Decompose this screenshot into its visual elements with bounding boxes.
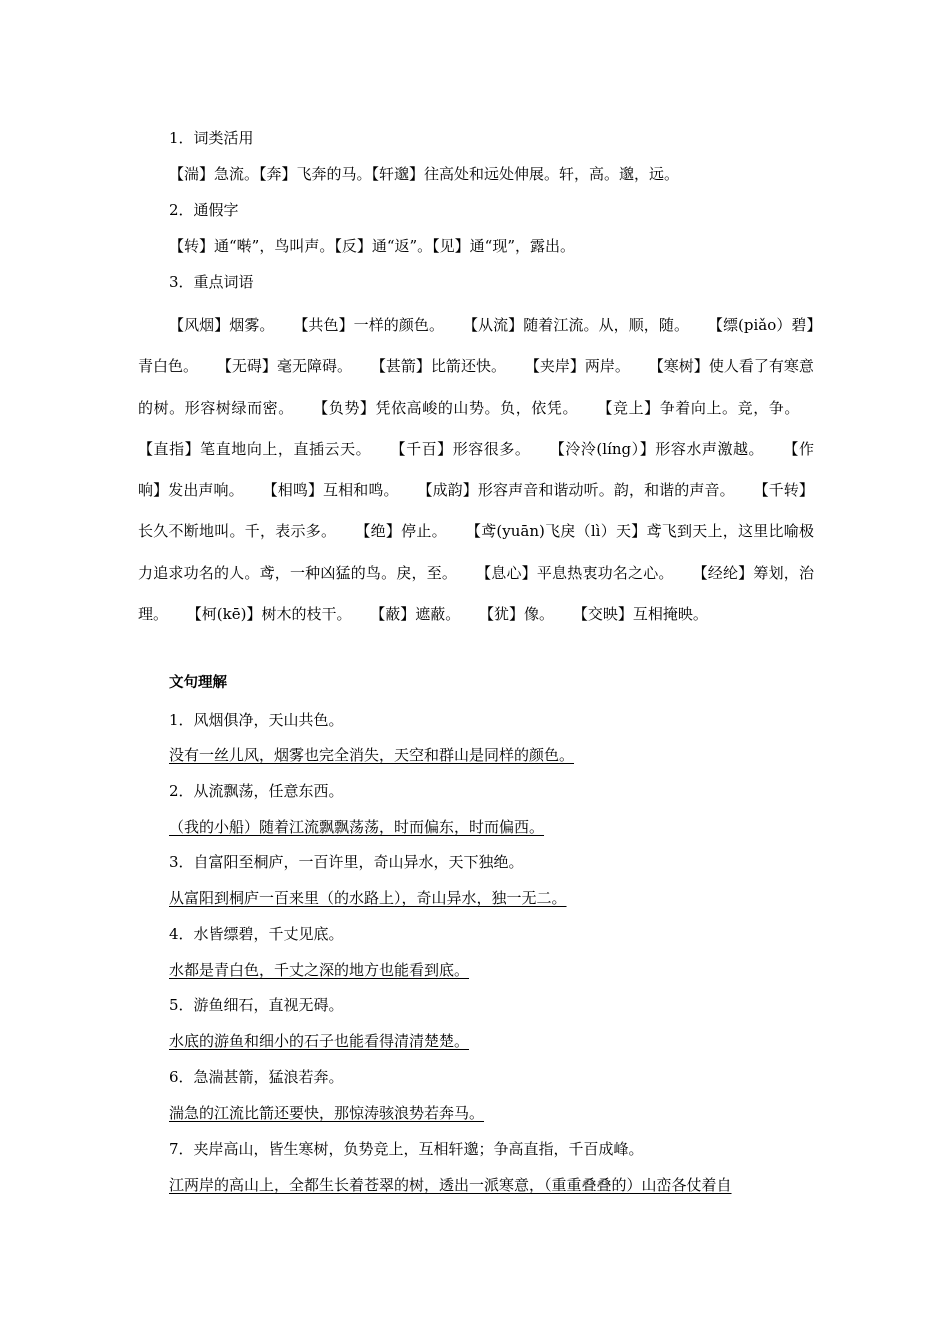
key-word-entry: 【从流】随着江流。从，顺，随。 <box>462 316 690 334</box>
key-word-entry: 【负势】凭依高峻的山势。负，依凭。 <box>313 398 579 417</box>
key-word-entry: 【甚箭】比箭还快。 <box>370 357 507 376</box>
sentence-question: 1．风烟俱净，天山共色。 <box>169 711 344 729</box>
key-word-entry: 【千转】长久不断地叫。千，表示多。 <box>138 481 814 541</box>
key-words-paragraph <box>138 305 814 635</box>
key-word-entry: 【犹】像。 <box>479 605 555 624</box>
key-word-entry: 【寒树】使人看了有寒意的树。形容树绿而密。 <box>138 357 814 417</box>
key-word-entry: 【绝】停止。 <box>355 522 447 541</box>
sentence-question: 7．夹岸高山，皆生寒树，负势竞上，互相轩邈；争高直指，千百成峰。 <box>169 1140 644 1158</box>
understanding-heading: 文句理解 <box>169 675 227 691</box>
key-word-entry: 【无碍】毫无障碍。 <box>216 357 353 376</box>
key-word-entry: 【相鸣】互相和鸣。 <box>262 481 399 500</box>
key-word-entry: 【经纶】筹划，治理。 <box>138 563 814 624</box>
key-word-entry: 【交映】互相掩映。 <box>572 605 708 624</box>
sentence-question: 6．急湍甚箭，猛浪若奔。 <box>169 1068 344 1086</box>
key-word-entry: 【直指】笔直地向上，直插云天。 <box>138 439 372 458</box>
sentence-question: 4．水皆缥碧，千丈见底。 <box>169 925 344 943</box>
section-body-loan-characters: 【转】通“啭”，鸟叫声。【反】通“返”。【见】通“现”，露出。 <box>169 237 576 255</box>
key-word-entry: 【千百】形容很多。 <box>390 439 531 458</box>
key-word-entry: 【共色】一样的颜色。 <box>293 316 445 334</box>
sentence-question: 3．自富阳至桐庐，一百许里，奇山异水，天下独绝。 <box>169 853 524 871</box>
sentence-answer: 水都是青白色，千丈之深的地方也能看到底。 <box>169 961 470 979</box>
sentence-answer: 江两岸的高山上，全都生长着苍翠的树，透出一派寒意，（重重叠叠的）山峦各仗着自 <box>169 1176 732 1194</box>
sentence-answer: 从富阳到桐庐一百来里（的水路上），奇山异水，独一无二。 <box>169 889 567 907</box>
sentence-answer: （我的小船）随着江流飘飘荡荡，时而偏东，时而偏西。 <box>169 818 545 836</box>
key-word-entry: 【风烟】烟雾。 <box>169 316 275 334</box>
sentence-answer: 水底的游鱼和细小的石子也能看得清清楚楚。 <box>169 1032 470 1050</box>
section-title-key-words: 3．重点词语 <box>169 273 254 291</box>
key-word-entry: 【柯(kē)】树木的枝干。 <box>186 605 352 624</box>
section-title-loan-characters: 2．通假字 <box>169 201 239 219</box>
sentence-answer: 湍急的江流比箭还要快，那惊涛骇浪势若奔马。 <box>169 1104 485 1122</box>
section-title-word-class: 1．词类活用 <box>169 129 254 147</box>
key-word-entry: 【缥(piǎo）碧】青白色。 <box>138 316 814 376</box>
sentence-question: 5．游鱼细石，直视无碍。 <box>169 996 344 1014</box>
key-word-entry: 【竞上】争着向上。竞，争。 <box>597 398 800 417</box>
key-word-entry: 【息心】平息热衷功名之心。 <box>476 563 674 582</box>
key-word-entry: 【成韵】形容声音和谐动听。韵，和谐的声音。 <box>417 481 735 500</box>
key-word-entry: 【蔽】遮蔽。 <box>370 605 461 624</box>
sentence-answer: 没有一丝儿风，烟雾也完全消失，天空和群山是同样的颜色。 <box>169 746 575 764</box>
sentence-question: 2．从流飘荡，任意东西。 <box>169 782 344 800</box>
key-word-entry: 【夹岸】两岸。 <box>524 357 630 376</box>
section-body-word-class: 【湍】急流。【奔】飞奔的马。【轩邈】往高处和远处伸展。轩，高。邈，远。 <box>169 165 680 183</box>
key-word-entry: 【作响】发出声响。 <box>138 439 814 500</box>
key-word-entry: 【鸢(yuān)飞戾（lì）天】鸢飞到天上，这里比喻极力追求功名的人。鸢，一种凶猛的鸟。戾，至。 <box>138 522 814 582</box>
key-word-entry: 【泠泠(líng）】形容水声激越。 <box>549 439 765 458</box>
